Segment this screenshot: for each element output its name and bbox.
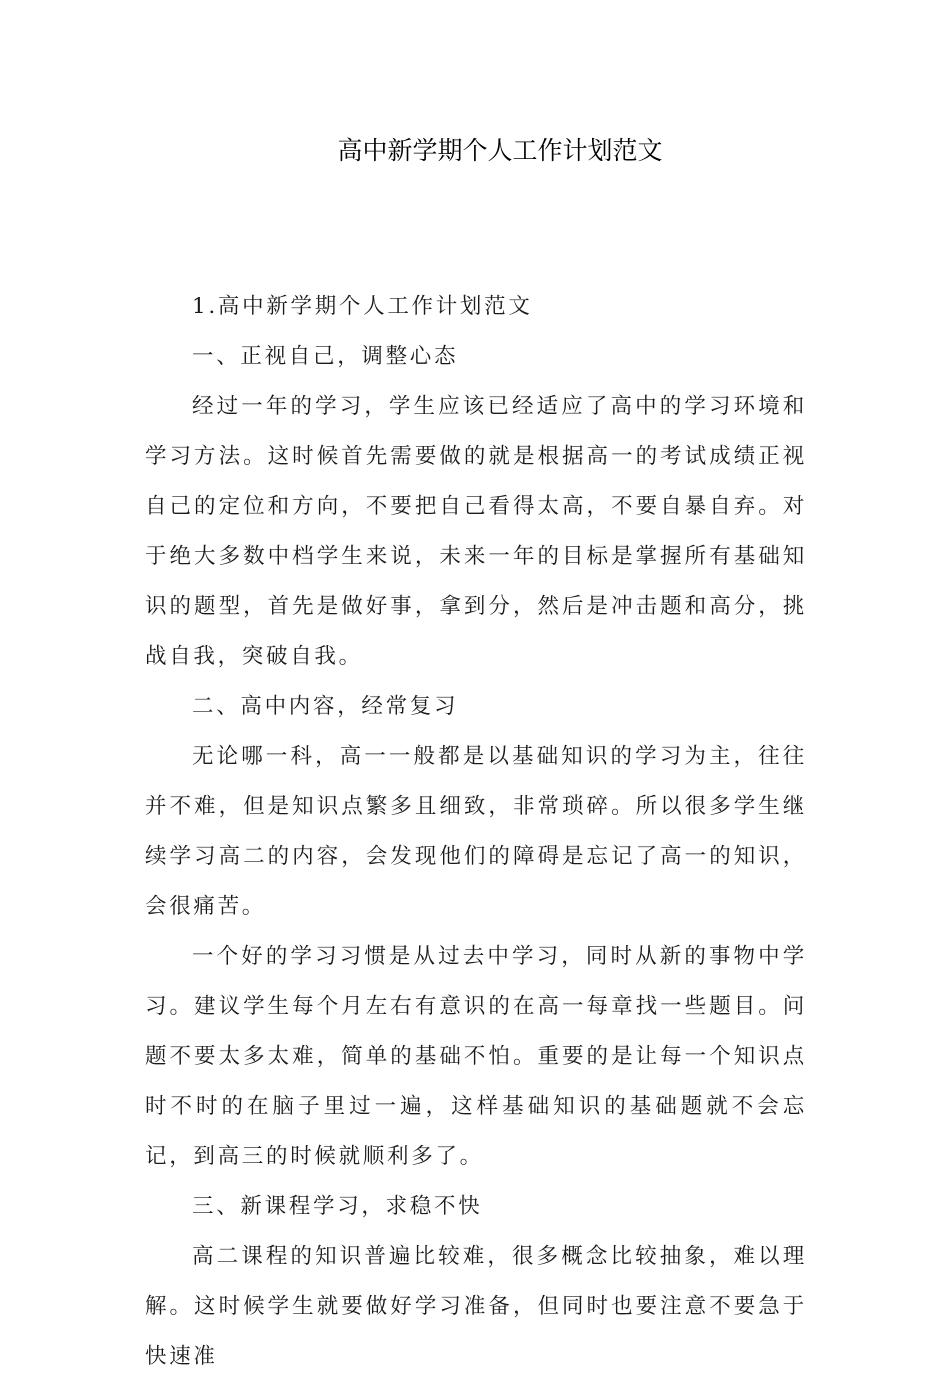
body-paragraph: 一个好的学习习惯是从过去中学习，同时从新的事物中学习。建议学生每个月左右有意识的在高一每章找一些题目。问题不要太多太难，简单的基础不怕。重要的是让每一个知识点时不时的在脑子里过一遍，这样基础知识的基础题就不会忘记，到高三的时候就顺利多了。 — [145, 944, 807, 1169]
document-body — [145, 282, 807, 1382]
body-paragraph: 高二课程的知识普遍比较难，很多概念比较抽象，难以理解。这时候学生就要做好学习准备，但同时也要注意不要急于快速准 — [145, 1244, 807, 1369]
document-title: 高中新学期个人工作计划范文 — [337, 136, 663, 165]
subsection-heading: 三、新课程学习，求稳不快 — [192, 1194, 483, 1219]
body-paragraph: 无论哪一科，高一一般都是以基础知识的学习为主，往往并不难，但是知识点繁多且细致，非常琐碎。所以很多学生继续学习高二的内容，会发现他们的障碍是忘记了高一的知识，会很痛苦。 — [145, 744, 807, 919]
subsection-heading: 二、高中内容，经常复习 — [192, 694, 459, 719]
section-heading: 1.高中新学期个人工作计划范文 — [192, 294, 533, 319]
body-paragraph: 经过一年的学习，学生应该已经适应了高中的学习环境和学习方法。这时候首先需要做的就是根据高一的考试成绩正视自己的定位和方向，不要把自己看得太高，不要自暴自弃。对于绝大多数中档学生来说，未来一年的目标是掌握所有基础知识的题型，首先是做好事，拿到分，然后是冲击题和高分，挑战自我，突破自我。 — [145, 394, 807, 669]
subsection-heading: 一、正视自己，调整心态 — [192, 344, 459, 369]
